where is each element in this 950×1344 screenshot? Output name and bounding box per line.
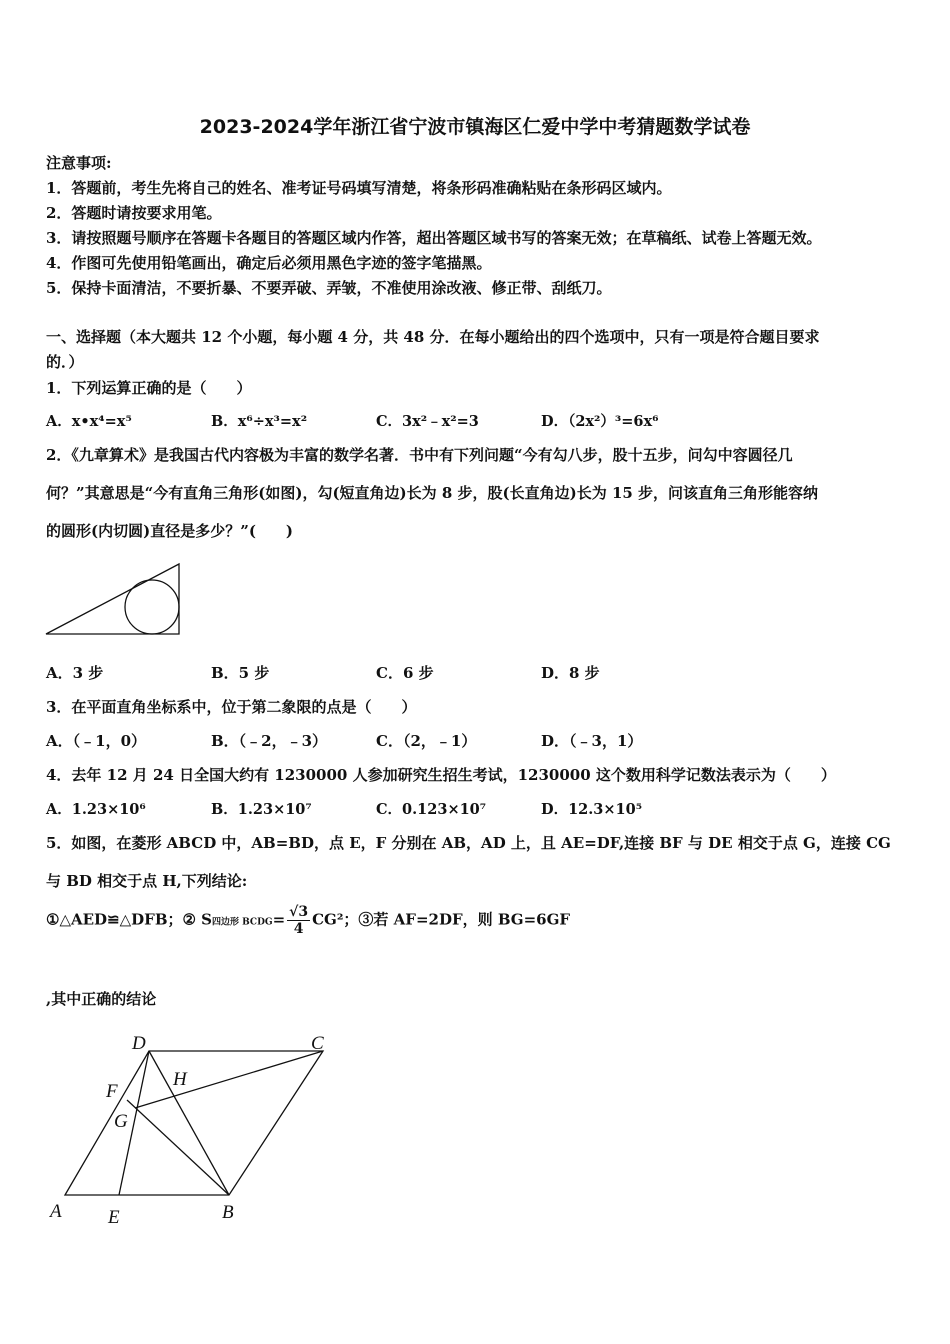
- q3-option-b: B．（﹣2，﹣3）: [211, 732, 328, 750]
- segment-bf: [127, 1100, 229, 1195]
- q4-stem: 4．去年 12 月 24 日全国大约有 1230000 人参加研究生招生考试，1230000 这个数用科学记数法表示为（ ）: [46, 766, 836, 784]
- notice-item: 5．保持卡面清洁，不要折暴、不要弄破、弄皱，不准使用涂改液、修正带、刮纸刀。: [46, 279, 612, 297]
- q1-option-c: C．3x²﹣x²=3: [376, 413, 479, 430]
- q5-conclusion-part2: CG²；③若 AF=2DF，则 BG=6GF: [312, 910, 571, 929]
- q4-option-b: B．1.23×10⁷: [211, 801, 312, 818]
- fraction-denominator: 4: [293, 921, 304, 937]
- label-f: F: [106, 1081, 118, 1102]
- q5-tail: ,其中正确的结论: [46, 990, 157, 1008]
- q4-option-c: C．0.123×10⁷: [376, 801, 487, 818]
- incircle: [125, 580, 179, 634]
- diagonal-bd: [149, 1051, 229, 1195]
- label-c: C: [311, 1033, 324, 1054]
- q5-equals: =: [272, 910, 286, 929]
- label-e: E: [108, 1207, 120, 1228]
- q4-option-d: D．12.3×10⁵: [541, 801, 643, 818]
- q4-option-a: A．1.23×10⁶: [46, 801, 146, 818]
- q3-stem: 3．在平面直角坐标系中，位于第二象限的点是（ ）: [46, 698, 417, 716]
- q2-stem-line2: 何？”其意思是“今有直角三角形(如图)，勾(短直角边)长为 8 步，股(长直角边)长为 15 步，问该直角三角形能容纳: [46, 484, 819, 502]
- sqrt3-over-4-fraction: [287, 904, 310, 937]
- q5-conclusions: [46, 904, 570, 937]
- notice-heading: 注意事项:: [46, 154, 112, 172]
- q3-option-d: D．（﹣3，1）: [541, 732, 643, 750]
- rhombus-abcd: [65, 1051, 323, 1195]
- label-a: A: [50, 1201, 62, 1222]
- notice-item: 3．请按照题号顺序在答题卡各题目的答题区域内作答，超出答题区域书写的答案无效；在草稿纸、试卷上答题无效。: [46, 229, 822, 247]
- rhombus-figure: [40, 1025, 340, 1230]
- q1-option-b: B．x⁶÷x³=x²: [211, 413, 308, 430]
- q5-conclusion-part1: ①△AED≌△DFB；② S: [46, 910, 213, 929]
- q2-option-a: A．3 步: [46, 664, 104, 682]
- q2-option-b: B．5 步: [211, 664, 270, 682]
- segment-cg: [135, 1051, 323, 1108]
- fraction-numerator: √3: [289, 904, 309, 920]
- q5-area-subscript: 四边形 BCDG: [212, 917, 273, 928]
- q2-stem-line1: 2．《九章算术》是我国古代内容极为丰富的数学名著．书中有下列问题“今有勾八步，股十五步，问勾中容圆径几: [46, 446, 793, 464]
- q1-stem: 1．下列运算正确的是（ ）: [46, 379, 252, 397]
- notice-item: 4．作图可先使用铅笔画出，确定后必须用黑色字迹的签字笔描黑。: [46, 254, 492, 272]
- q3-option-a: A．（﹣1，0）: [46, 732, 147, 750]
- q5-stem-line1: 5．如图，在菱形 ABCD 中，AB=BD，点 E，F 分别在 AB，AD 上，且 AE=DF,连接 BF 与 DE 相交于点 G，连接 CG: [46, 834, 891, 852]
- section-heading-cont: 的．）: [46, 353, 84, 371]
- label-b: B: [222, 1202, 234, 1223]
- label-g: G: [114, 1111, 128, 1132]
- notice-item: 1．答题前，考生先将自己的姓名、准考证号码填写清楚，将条形码准确粘贴在条形码区域内。: [46, 179, 672, 197]
- right-triangle-incircle-figure: [40, 558, 190, 642]
- q2-option-d: D．8 步: [541, 664, 600, 682]
- q1-option-a: A．x•x⁴=x⁵: [46, 413, 132, 430]
- q1-option-d: D．（2x²）³=6x⁶: [541, 413, 659, 430]
- label-d: D: [132, 1033, 146, 1054]
- q2-stem-line3: 的圆形(内切圆)直径是多少？”( ): [46, 522, 294, 540]
- q2-option-c: C．6 步: [376, 664, 434, 682]
- label-h: H: [173, 1069, 187, 1090]
- q5-stem-line2: 与 BD 相交于点 H,下列结论:: [46, 872, 248, 890]
- page-title: 2023-2024学年浙江省宁波市镇海区仁爱中学中考猜题数学试卷: [199, 116, 751, 138]
- right-triangle: [46, 564, 179, 634]
- q3-option-c: C．（2，﹣1）: [376, 732, 477, 750]
- notice-item: 2．答题时请按要求用笔。: [46, 204, 222, 222]
- section-heading: 一、选择题（本大题共 12 个小题，每小题 4 分，共 48 分．在每小题给出的四个选项中，只有一项是符合题目要求: [46, 328, 820, 346]
